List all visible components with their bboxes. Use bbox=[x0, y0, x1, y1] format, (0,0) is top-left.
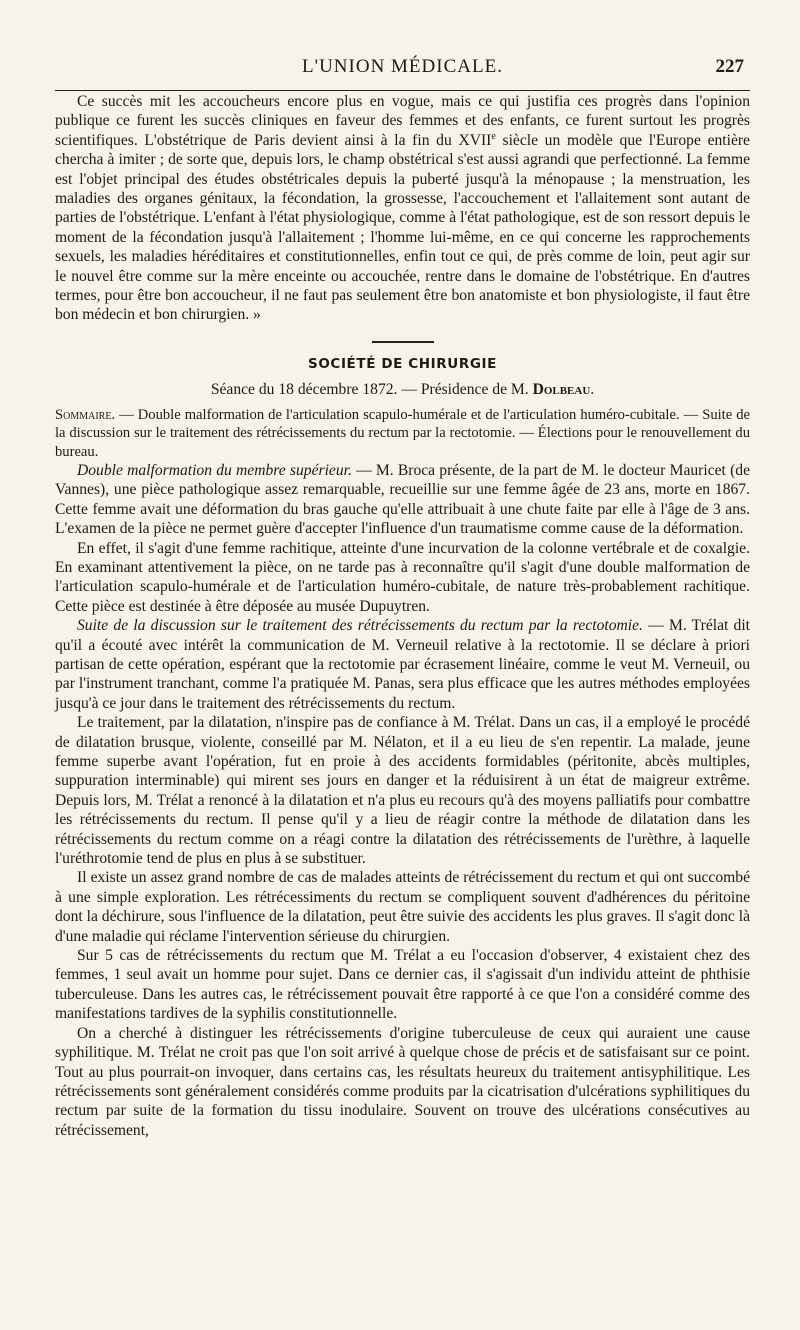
president-name: Dolbeau bbox=[532, 381, 591, 399]
paragraph-7 bbox=[55, 1024, 750, 1140]
paragraph-text: On a cherché à distinguer les rétrécissements d'origine tuberculeuse de ceux qui auraient une cause syphilitique. M. Trélat ne croit pas que l'on soit arrivé à quelque chose de précis et de satisfaisant sur ce point. Tout au plus pourrait-on invoquer, dans certains cas, les résultats heureux du traitement antisyphilitique. Les rétrécissements sont généralement considérés comme produits par la cicatrisation d'ulcérations syphilitiques du rectum par suite de la formation du tissu inodulaire. Souvent on trouve des ulcérations consécutives au rétrécissement, bbox=[55, 1024, 750, 1139]
summary-text: — Double malformation de l'articulation scapulo-humérale et de l'articulation huméro-cubitale. — Suite de la discussion sur le traitement des rétrécissements du rectum par la rectotomie. — Élections pour le renouvellement du bureau. bbox=[55, 406, 750, 460]
session-line bbox=[55, 380, 750, 399]
session-suffix: . bbox=[590, 381, 595, 399]
paragraph-text: En effet, il s'agit d'une femme rachitique, atteinte d'une incurvation de la colonne vertébrale et de coxalgie. En examinant attentivement la pièce, on ne tarde pas à reconnaître qu'il s'agit d'une double malformation de l'articulation scapulo-humérale et de l'articulation huméro-cubitale, de nature très-probablement rachitique. Cette pièce est destinée à être déposée au musée Dupuytren. bbox=[55, 539, 750, 615]
article-body bbox=[55, 92, 750, 1140]
century-numeral: XVII bbox=[458, 131, 492, 149]
paragraph-text: Il existe un assez grand nombre de cas de malades atteints de rétrécissement du rectum et qui ont succombé à une simple exploration. Les rétrécessiments du rectum se compliquent souvent d'adhérences du péritoine dont la déchirure, sous l'influence de la dilatation, peut être suivie des accidents les plus graves. Il s'agit donc là d'une maladie qui réclame l'intervention sérieuse du chirurgien. bbox=[55, 869, 750, 945]
summary bbox=[55, 406, 750, 461]
section-title: SOCIÉTÉ DE CHIRURGIE bbox=[308, 355, 497, 372]
paragraph-4 bbox=[55, 713, 750, 868]
century-superscript: e bbox=[491, 130, 496, 142]
paragraph-lead: Suite de la discussion sur le traitement des rétrécissements du rectum par la rectotomie. bbox=[77, 617, 643, 635]
paragraph-1 bbox=[55, 461, 750, 539]
page-header bbox=[55, 50, 750, 91]
session-prefix: Séance du 18 décembre 1872. — Présidence de M. bbox=[210, 381, 533, 399]
page-number: 227 bbox=[715, 56, 744, 77]
intro-paragraph bbox=[55, 92, 750, 325]
paragraph-text: Le traitement, par la dilatation, n'inspire pas de confiance à M. Trélat. Dans un cas, il a employé le procédé de dilatation brusque, violente, conseillé par M. Nélaton, et il a eu lieu de s'en repentir. La malade, jeune femme superbe avant l'opération, fut en proie à des accidents formidables (péritonite, abcès multiples, suppuration interminable) qui mirent ses jours en danger et la réduisirent à un état de maigreur extrême. Depuis lors, M. Trélat a renoncé à la dilatation et n'a plus eu recours qu'à des moyens palliatifs pour combattre les rétrécissements du rectum. Il pense qu'il y a lieu de réagir contre la méthode de dilatation dans les rétrécissements du rectum comme on a réagi contre la dilatation des rétrécissements de l'urèthre, à laquelle l'uréthrotomie tend de plus en plus à se substituer. bbox=[55, 714, 750, 868]
paragraph-6 bbox=[55, 946, 750, 1024]
paragraph-2 bbox=[55, 539, 750, 617]
summary-label: Sommaire. bbox=[55, 406, 116, 423]
paragraph-text: — M. Trélat dit qu'il a écouté avec intérêt la communication de M. Verneuil relative à la rectotomie. Il se déclare à priori partisan de cette opération, espérant que la rectotomie par écrasement linéaire, comme le veut M. Verneuil, ou par l'instrument tranchant, comme l'a pratiquée M. Panas, sera plus efficace que les autres méthodes employées jusqu'à ce jour dans le traitement des rétrécissements du rectum. bbox=[55, 617, 750, 712]
paragraph-text: Sur 5 cas de rétrécissements du rectum que M. Trélat a eu l'occasion d'observer, 4 existaient chez des femmes, 1 seul avait un homme pour sujet. Dans ce dernier cas, il s'agissait d'un individu atteint de phthisie tuberculeuse. Dans les autres cas, le rétrécissement pouvait être rapporté à ce que l'on a considéré comme des manifestations tardives de la syphilis constitutionnelle. bbox=[55, 947, 750, 1023]
paragraph-text: — M. Broca présente, de la part de M. le docteur Mauricet (de Vannes), une pièce pathologique assez remarquable, recueillie sur une femme âgée de 23 ans, morte en 1867. Cette femme avait une déformation du bras gauche qu'elle attribuait à une chute faite par elle à l'âge de 3 ans. L'examen de la pièce ne permet guère d'accepter l'influence d'un traumatisme comme cause de la déformation. bbox=[55, 461, 750, 538]
journal-title: L'UNION MÉDICALE. bbox=[302, 56, 503, 77]
paragraph-3 bbox=[55, 616, 750, 713]
intro-text-1: Ce succès mit les accoucheurs encore plus en vogue, mais ce qui justifia ces progrès dans l'opinion publique ce furent les succès cliniques en faveur des femmes et des enfants, ce furent surtout les progrès scientifiques. L'obstétrique de Paris devient ainsi à la fin du bbox=[55, 93, 750, 149]
paragraph-5 bbox=[55, 868, 750, 946]
section-divider bbox=[372, 341, 434, 343]
paragraph-lead: Double malformation du membre supérieur. bbox=[77, 461, 352, 479]
intro-text-2: siècle un modèle que l'Europe entière chercha à imiter ; de sorte que, depuis lors, le champ obstétrical s'est aussi agrandi que perfectionné. La femme est l'objet principal des études obstétricales depuis la puberté jusqu'à la ménopause ; la menstruation, les maladies des organes génitaux, la fécondation, la grossesse, l'accouchement et l'allaitement sont autant de parties de l'obstétrique. L'enfant à l'état physiologique, comme à l'état pathologique, est de son ressort depuis le moment de la fécondation jusqu'à l'allaitement ; l'homme lui-même, en ce qui concerne les rapprochements sexuels, les maladies héréditaires et constitutionnelles, enfin tout ce qui, de près comme de loin, peut agir sur le nouvel être comme sur la mère enceinte ou accouchée, rentre dans le domaine de l'obstétrique. En d'autres termes, pour être bon accoucheur, il ne faut pas seulement être bon anatomiste et bon physiologiste, il faut être bon médecin et bon chirurgien. » bbox=[55, 131, 750, 324]
